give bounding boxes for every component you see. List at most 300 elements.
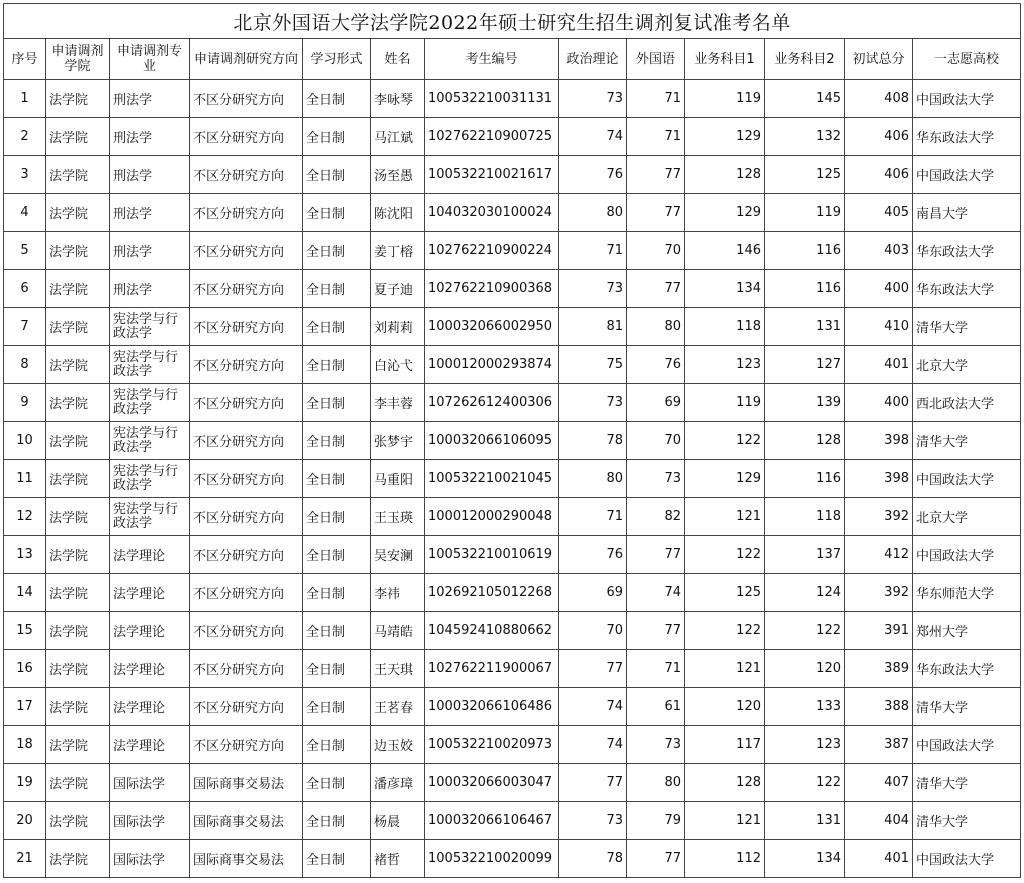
header-cell: 外国语	[627, 39, 685, 80]
subject2-score: 137	[765, 536, 845, 574]
college-cell: 法学院	[46, 650, 110, 688]
subject2-score: 122	[765, 764, 845, 802]
header-cell: 申请调剂研究方向	[190, 39, 303, 80]
name-cell: 王天琪	[371, 650, 425, 688]
subject2-score: 119	[765, 194, 845, 232]
direction-cell: 不区分研究方向	[190, 612, 303, 650]
direction-cell: 不区分研究方向	[190, 726, 303, 764]
candidate-id-cell: 107262612400306	[425, 384, 559, 422]
admission-table	[3, 3, 1021, 878]
table-row	[4, 650, 1021, 688]
first-choice-cell: 清华大学	[913, 802, 1021, 840]
study-mode-cell: 全日制	[303, 194, 371, 232]
candidate-id-cell: 100532210021617	[425, 156, 559, 194]
first-choice-cell: 清华大学	[913, 422, 1021, 460]
total-score: 408	[845, 80, 913, 118]
subject1-score: 146	[685, 232, 765, 270]
study-mode-cell: 全日制	[303, 232, 371, 270]
study-mode-cell: 全日制	[303, 764, 371, 802]
politics-score: 73	[559, 802, 627, 840]
major-cell: 宪法学与行政法学	[110, 422, 190, 460]
first-choice-cell: 华东政法大学	[913, 650, 1021, 688]
total-score: 400	[845, 270, 913, 308]
direction-cell: 不区分研究方向	[190, 650, 303, 688]
first-choice-cell: 中国政法大学	[913, 726, 1021, 764]
header-cell: 学习形式	[303, 39, 371, 80]
college-cell: 法学院	[46, 460, 110, 498]
politics-score: 76	[559, 536, 627, 574]
language-score: 77	[627, 840, 685, 878]
subject1-score: 122	[685, 422, 765, 460]
row-number: 3	[4, 156, 46, 194]
row-number: 8	[4, 346, 46, 384]
language-score: 77	[627, 270, 685, 308]
language-score: 76	[627, 346, 685, 384]
politics-score: 80	[559, 460, 627, 498]
candidate-id-cell: 100532210021045	[425, 460, 559, 498]
major-cell: 刑法学	[110, 118, 190, 156]
language-score: 77	[627, 194, 685, 232]
candidate-id-cell: 102762211900067	[425, 650, 559, 688]
major-cell: 刑法学	[110, 232, 190, 270]
major-cell: 刑法学	[110, 194, 190, 232]
subject2-score: 124	[765, 574, 845, 612]
major-cell: 法学理论	[110, 650, 190, 688]
row-number: 14	[4, 574, 46, 612]
subject1-score: 128	[685, 156, 765, 194]
candidate-id-cell: 100012000293874	[425, 346, 559, 384]
major-cell: 国际法学	[110, 764, 190, 802]
row-number: 12	[4, 498, 46, 536]
first-choice-cell: 中国政法大学	[913, 156, 1021, 194]
major-cell: 法学理论	[110, 688, 190, 726]
row-number: 1	[4, 80, 46, 118]
college-cell: 法学院	[46, 802, 110, 840]
politics-score: 73	[559, 80, 627, 118]
subject2-score: 131	[765, 308, 845, 346]
direction-cell: 不区分研究方向	[190, 384, 303, 422]
total-score: 400	[845, 384, 913, 422]
study-mode-cell: 全日制	[303, 688, 371, 726]
table-row	[4, 612, 1021, 650]
subject1-score: 122	[685, 612, 765, 650]
table-row	[4, 232, 1021, 270]
language-score: 71	[627, 80, 685, 118]
subject2-score: 134	[765, 840, 845, 878]
first-choice-cell: 北京大学	[913, 346, 1021, 384]
first-choice-cell: 华东政法大学	[913, 270, 1021, 308]
candidate-id-cell: 100032066003047	[425, 764, 559, 802]
header-cell: 业务科目2	[765, 39, 845, 80]
name-cell: 马重阳	[371, 460, 425, 498]
first-choice-cell: 郑州大学	[913, 612, 1021, 650]
first-choice-cell: 中国政法大学	[913, 80, 1021, 118]
row-number: 11	[4, 460, 46, 498]
direction-cell: 不区分研究方向	[190, 156, 303, 194]
subject2-score: 139	[765, 384, 845, 422]
first-choice-cell: 华东政法大学	[913, 118, 1021, 156]
first-choice-cell: 清华大学	[913, 308, 1021, 346]
row-number: 13	[4, 536, 46, 574]
study-mode-cell: 全日制	[303, 840, 371, 878]
major-cell: 刑法学	[110, 156, 190, 194]
total-score: 410	[845, 308, 913, 346]
row-number: 20	[4, 802, 46, 840]
row-number: 9	[4, 384, 46, 422]
subject2-score: 123	[765, 726, 845, 764]
candidate-id-cell: 102762210900725	[425, 118, 559, 156]
name-cell: 姜丁榕	[371, 232, 425, 270]
major-cell: 刑法学	[110, 270, 190, 308]
study-mode-cell: 全日制	[303, 384, 371, 422]
politics-score: 75	[559, 346, 627, 384]
total-score: 403	[845, 232, 913, 270]
college-cell: 法学院	[46, 346, 110, 384]
table-row	[4, 460, 1021, 498]
subject1-score: 129	[685, 460, 765, 498]
politics-score: 74	[559, 118, 627, 156]
row-number: 17	[4, 688, 46, 726]
table-row	[4, 688, 1021, 726]
subject1-score: 117	[685, 726, 765, 764]
name-cell: 李丰蓉	[371, 384, 425, 422]
subject1-score: 125	[685, 574, 765, 612]
header-cell: 政治理论	[559, 39, 627, 80]
college-cell: 法学院	[46, 80, 110, 118]
row-number: 21	[4, 840, 46, 878]
name-cell: 王玉瑛	[371, 498, 425, 536]
study-mode-cell: 全日制	[303, 536, 371, 574]
total-score: 388	[845, 688, 913, 726]
subject1-score: 122	[685, 536, 765, 574]
study-mode-cell: 全日制	[303, 270, 371, 308]
subject1-score: 129	[685, 194, 765, 232]
candidate-id-cell: 100032066106467	[425, 802, 559, 840]
direction-cell: 不区分研究方向	[190, 118, 303, 156]
study-mode-cell: 全日制	[303, 726, 371, 764]
language-score: 79	[627, 802, 685, 840]
politics-score: 81	[559, 308, 627, 346]
language-score: 71	[627, 650, 685, 688]
study-mode-cell: 全日制	[303, 650, 371, 688]
name-cell: 杨晨	[371, 802, 425, 840]
total-score: 405	[845, 194, 913, 232]
first-choice-cell: 西北政法大学	[913, 384, 1021, 422]
subject2-score: 122	[765, 612, 845, 650]
header-cell: 一志愿高校	[913, 39, 1021, 80]
table-row	[4, 80, 1021, 118]
college-cell: 法学院	[46, 840, 110, 878]
name-cell: 白沁弋	[371, 346, 425, 384]
major-cell: 法学理论	[110, 612, 190, 650]
study-mode-cell: 全日制	[303, 498, 371, 536]
politics-score: 74	[559, 688, 627, 726]
study-mode-cell: 全日制	[303, 460, 371, 498]
subject2-score: 128	[765, 422, 845, 460]
name-cell: 张梦宇	[371, 422, 425, 460]
total-score: 412	[845, 536, 913, 574]
name-cell: 陈沈阳	[371, 194, 425, 232]
header-cell: 考生编号	[425, 39, 559, 80]
table-row	[4, 346, 1021, 384]
language-score: 73	[627, 726, 685, 764]
total-score: 387	[845, 726, 913, 764]
total-score: 391	[845, 612, 913, 650]
total-score: 401	[845, 840, 913, 878]
subject2-score: 120	[765, 650, 845, 688]
subject1-score: 118	[685, 308, 765, 346]
major-cell: 宪法学与行政法学	[110, 346, 190, 384]
direction-cell: 不区分研究方向	[190, 422, 303, 460]
name-cell: 潘彦璋	[371, 764, 425, 802]
subject1-score: 134	[685, 270, 765, 308]
row-number: 10	[4, 422, 46, 460]
subject2-score: 131	[765, 802, 845, 840]
table-row	[4, 308, 1021, 346]
politics-score: 78	[559, 840, 627, 878]
candidate-id-cell: 100532210031131	[425, 80, 559, 118]
first-choice-cell: 中国政法大学	[913, 536, 1021, 574]
table-row	[4, 536, 1021, 574]
header-row	[4, 39, 1021, 80]
college-cell: 法学院	[46, 536, 110, 574]
language-score: 77	[627, 612, 685, 650]
politics-score: 77	[559, 650, 627, 688]
language-score: 70	[627, 422, 685, 460]
header-cell: 申请调剂学院	[46, 39, 110, 80]
subject2-score: 132	[765, 118, 845, 156]
name-cell: 马靖皓	[371, 612, 425, 650]
subject2-score: 116	[765, 270, 845, 308]
study-mode-cell: 全日制	[303, 80, 371, 118]
college-cell: 法学院	[46, 612, 110, 650]
row-number: 15	[4, 612, 46, 650]
total-score: 392	[845, 498, 913, 536]
college-cell: 法学院	[46, 688, 110, 726]
header-cell: 申请调剂专业	[110, 39, 190, 80]
title-row	[4, 4, 1021, 39]
direction-cell: 不区分研究方向	[190, 536, 303, 574]
study-mode-cell: 全日制	[303, 612, 371, 650]
college-cell: 法学院	[46, 232, 110, 270]
major-cell: 宪法学与行政法学	[110, 498, 190, 536]
major-cell: 法学理论	[110, 536, 190, 574]
table-row	[4, 384, 1021, 422]
major-cell: 国际法学	[110, 802, 190, 840]
politics-score: 78	[559, 422, 627, 460]
study-mode-cell: 全日制	[303, 802, 371, 840]
candidate-id-cell: 100532210010619	[425, 536, 559, 574]
subject1-score: 128	[685, 764, 765, 802]
major-cell: 法学理论	[110, 726, 190, 764]
major-cell: 宪法学与行政法学	[110, 384, 190, 422]
table-row	[4, 422, 1021, 460]
row-number: 2	[4, 118, 46, 156]
table-row	[4, 726, 1021, 764]
direction-cell: 不区分研究方向	[190, 460, 303, 498]
subject1-score: 123	[685, 346, 765, 384]
row-number: 4	[4, 194, 46, 232]
college-cell: 法学院	[46, 764, 110, 802]
row-number: 5	[4, 232, 46, 270]
politics-score: 80	[559, 194, 627, 232]
row-number: 19	[4, 764, 46, 802]
name-cell: 夏子迪	[371, 270, 425, 308]
row-number: 18	[4, 726, 46, 764]
college-cell: 法学院	[46, 422, 110, 460]
total-score: 392	[845, 574, 913, 612]
politics-score: 71	[559, 498, 627, 536]
college-cell: 法学院	[46, 156, 110, 194]
candidate-id-cell: 100012000290048	[425, 498, 559, 536]
politics-score: 71	[559, 232, 627, 270]
page-title: 北京外国语大学法学院2022年硕士研究生招生调剂复试准考名单	[4, 4, 1021, 39]
name-cell: 李祎	[371, 574, 425, 612]
first-choice-cell: 北京大学	[913, 498, 1021, 536]
total-score: 389	[845, 650, 913, 688]
college-cell: 法学院	[46, 308, 110, 346]
politics-score: 76	[559, 156, 627, 194]
candidate-id-cell: 100032066106486	[425, 688, 559, 726]
major-cell: 法学理论	[110, 574, 190, 612]
total-score: 401	[845, 346, 913, 384]
first-choice-cell: 南昌大学	[913, 194, 1021, 232]
row-number: 6	[4, 270, 46, 308]
candidate-id-cell: 100532210020099	[425, 840, 559, 878]
direction-cell: 不区分研究方向	[190, 80, 303, 118]
spreadsheet	[3, 3, 1020, 878]
language-score: 77	[627, 536, 685, 574]
college-cell: 法学院	[46, 384, 110, 422]
politics-score: 77	[559, 764, 627, 802]
study-mode-cell: 全日制	[303, 574, 371, 612]
study-mode-cell: 全日制	[303, 118, 371, 156]
subject2-score: 125	[765, 156, 845, 194]
table-row	[4, 840, 1021, 878]
total-score: 398	[845, 422, 913, 460]
header-cell: 姓名	[371, 39, 425, 80]
subject1-score: 120	[685, 688, 765, 726]
first-choice-cell: 清华大学	[913, 688, 1021, 726]
total-score: 406	[845, 156, 913, 194]
college-cell: 法学院	[46, 574, 110, 612]
first-choice-cell: 华东师范大学	[913, 574, 1021, 612]
candidate-id-cell: 102762210900224	[425, 232, 559, 270]
language-score: 69	[627, 384, 685, 422]
header-cell: 序号	[4, 39, 46, 80]
college-cell: 法学院	[46, 726, 110, 764]
study-mode-cell: 全日制	[303, 156, 371, 194]
language-score: 61	[627, 688, 685, 726]
college-cell: 法学院	[46, 194, 110, 232]
candidate-id-cell: 100532210020973	[425, 726, 559, 764]
subject2-score: 133	[765, 688, 845, 726]
name-cell: 马江斌	[371, 118, 425, 156]
subject1-score: 119	[685, 80, 765, 118]
language-score: 77	[627, 156, 685, 194]
table-row	[4, 156, 1021, 194]
first-choice-cell: 华东政法大学	[913, 232, 1021, 270]
study-mode-cell: 全日制	[303, 308, 371, 346]
direction-cell: 不区分研究方向	[190, 270, 303, 308]
subject1-score: 121	[685, 802, 765, 840]
header-cell: 业务科目1	[685, 39, 765, 80]
subject1-score: 121	[685, 650, 765, 688]
direction-cell: 国际商事交易法	[190, 764, 303, 802]
language-score: 74	[627, 574, 685, 612]
header-cell: 初试总分	[845, 39, 913, 80]
major-cell: 宪法学与行政法学	[110, 308, 190, 346]
name-cell: 汤至愚	[371, 156, 425, 194]
subject1-score: 112	[685, 840, 765, 878]
candidate-id-cell: 102762210900368	[425, 270, 559, 308]
politics-score: 70	[559, 612, 627, 650]
direction-cell: 不区分研究方向	[190, 232, 303, 270]
direction-cell: 不区分研究方向	[190, 688, 303, 726]
name-cell: 刘莉莉	[371, 308, 425, 346]
candidate-id-cell: 102692105012268	[425, 574, 559, 612]
table-row	[4, 270, 1021, 308]
language-score: 82	[627, 498, 685, 536]
row-number: 7	[4, 308, 46, 346]
subject2-score: 116	[765, 460, 845, 498]
subject2-score: 145	[765, 80, 845, 118]
direction-cell: 不区分研究方向	[190, 346, 303, 384]
language-score: 73	[627, 460, 685, 498]
language-score: 71	[627, 118, 685, 156]
table-row	[4, 118, 1021, 156]
politics-score: 73	[559, 270, 627, 308]
language-score: 70	[627, 232, 685, 270]
major-cell: 国际法学	[110, 840, 190, 878]
language-score: 80	[627, 308, 685, 346]
table-row	[4, 574, 1021, 612]
name-cell: 吴安澜	[371, 536, 425, 574]
total-score: 404	[845, 802, 913, 840]
direction-cell: 不区分研究方向	[190, 574, 303, 612]
study-mode-cell: 全日制	[303, 422, 371, 460]
direction-cell: 国际商事交易法	[190, 802, 303, 840]
total-score: 407	[845, 764, 913, 802]
table-row	[4, 498, 1021, 536]
direction-cell: 不区分研究方向	[190, 498, 303, 536]
politics-score: 69	[559, 574, 627, 612]
college-cell: 法学院	[46, 118, 110, 156]
name-cell: 王茗春	[371, 688, 425, 726]
college-cell: 法学院	[46, 270, 110, 308]
subject2-score: 127	[765, 346, 845, 384]
major-cell: 刑法学	[110, 80, 190, 118]
candidate-id-cell: 104032030100024	[425, 194, 559, 232]
politics-score: 73	[559, 384, 627, 422]
name-cell: 褚哲	[371, 840, 425, 878]
subject1-score: 119	[685, 384, 765, 422]
direction-cell: 国际商事交易法	[190, 840, 303, 878]
total-score: 398	[845, 460, 913, 498]
study-mode-cell: 全日制	[303, 346, 371, 384]
candidate-id-cell: 104592410880662	[425, 612, 559, 650]
candidate-id-cell: 100032066106095	[425, 422, 559, 460]
direction-cell: 不区分研究方向	[190, 308, 303, 346]
politics-score: 74	[559, 726, 627, 764]
name-cell: 边玉姣	[371, 726, 425, 764]
subject2-score: 116	[765, 232, 845, 270]
table-row	[4, 802, 1021, 840]
subject1-score: 121	[685, 498, 765, 536]
table-row	[4, 194, 1021, 232]
subject1-score: 129	[685, 118, 765, 156]
name-cell: 李咏琴	[371, 80, 425, 118]
